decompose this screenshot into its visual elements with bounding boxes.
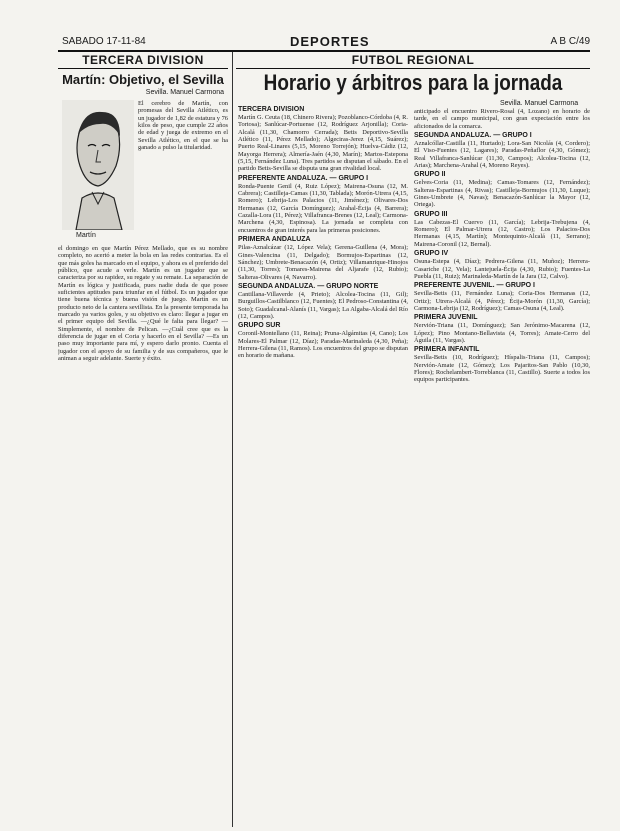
result-block-text: Coronil-Montellano (11, Reina); Pruna-Algámitas (4, Cano); Los Molares-El Palmar (12, Díaz); Paradas-Marinaleda (4,30, Peña); Herrera-Gilena (11, Ramos). Los encuentros del grupo se disputan en horario de mañana. bbox=[238, 330, 408, 360]
result-block bbox=[414, 132, 590, 169]
result-block bbox=[238, 322, 408, 359]
result-block-title: PRIMERA ANDALUZA bbox=[238, 236, 311, 244]
result-block-text: Las Cabezas-El Cuervo (11, García); Lebrija-Trebujena (4, Romero); El Palmar-Utrera (12, Castro); Los Palacios-Dos Hermanas (4,15, Martín); Montequinto-Alcalá (11, Serrano); Mairena-Coronil (12, Bernal). bbox=[414, 218, 590, 248]
result-block-text: Sevilla-Betis (10, Rodríguez); Híspalis-Triana (11, Campos); Nervión-Amate (12, Gómez); Los Pajaritos-San Pablo (10,30, Flores); Rochelambert-Torreblanca (11, Castillo). Suerte a todos los equipos participantes. bbox=[414, 354, 590, 384]
result-block-title: SEGUNDA ANDALUZA. — GRUPO I bbox=[414, 132, 532, 140]
result-block-title: PREFERENTE ANDALUZA. — GRUPO I bbox=[238, 174, 369, 182]
result-block bbox=[238, 236, 408, 281]
result-block bbox=[414, 250, 590, 280]
column-separator bbox=[232, 52, 233, 827]
left-body-text: el domingo en que Martín Pérez Mellado, que es su nombre completo, no acertó a meter la bola en las redes contrarias. Es el que más goles ha marcado en el equipo, y ahora es el preferido del público, que acude a verle. Martín es un jugador que se caracteriza por su rapidez, su regate y su remate. La separación de Martín es lógica y justificada, pues nadie duda de que posee suficientes aptitudes para triunfar en el fútbol. Es un jugador que tiene buena técnica y buena visión de juego. Martín es un producto neto de la cantera sevillista. En la presente temporada ha marcado ya varios goles, y su objetivo es claro: llegar a jugar en el primer equipo del Sevilla. —¿Qué le falta para llegar? —Simplemente, el nombre de Pelican. —¿Cuál cree que es la diferencia de jugar en el Coria y hacerlo en el Sevilla? —Es un paso muy importante para mí, y espero darlo pronto. Cuenta el jugador con el apoyo de su familia y de sus compañeros, que le animan a seguir adelante. Suerte y éxito. bbox=[58, 245, 228, 363]
portrait-photo bbox=[62, 100, 134, 230]
result-block-text: Ronda-Puente Genil (4, Ruiz López); Mairena-Osuna (12, M. Cabrera); Castilleja-Camas (11,30, Tablada); Morón-Utrera (4,15, Romero); Lebrija-Los Palacios (11, Jiménez); Olivares-Dos Hermanas (12, García Domínguez); Arahal-Écija (4, Barrera); Cazalla-Lora (11, Pérez); Villafranca-Brenes (12, Leal); Carmona-Marchena (4,30, Espinosa). La jornada se completa con encuentros de gran interés para las primeras posiciones. bbox=[238, 182, 408, 234]
result-block bbox=[414, 211, 590, 248]
header-date: SABADO 17-11-84 bbox=[62, 36, 146, 47]
result-block bbox=[414, 108, 590, 130]
right-headline: Horario y árbitros para la jornada bbox=[263, 70, 563, 95]
header-section: DEPORTES bbox=[290, 34, 370, 49]
result-block-text: Martín G. Ceuta (18, Chinero Rivera); Pozoblanco-Córdoba (4, R. Tortosa); Sanlúcar-Portuense (12, Rodríguez Arjonilla); Coria-Alcalá (11,30, Chamorro Cerrada); Betis Deportivo-Sevilla Atlético (11, Pérez Mellado); Algeciras-Jerez (4,15, Suárez); Puerto Real-Linares (5,15, Moreno Torrejón); Huelva-Cádiz (12, Mayorga Herrera); Almería-Jaén (4,30, Marín); Martos-Estepona (5,15, Fernández Luna). Tres partidos se disputan el sábado. En el partido Betis-Sevilla se disputa una gran rivalidad local. bbox=[238, 114, 408, 173]
result-block bbox=[238, 106, 408, 173]
header-paper: A B C/49 bbox=[550, 36, 590, 47]
page-header bbox=[62, 36, 590, 50]
result-block bbox=[238, 283, 408, 320]
result-block bbox=[414, 314, 590, 344]
left-byline: Sevilla. Manuel Carmona bbox=[145, 89, 224, 96]
photo-caption: Martín bbox=[76, 232, 96, 239]
result-block bbox=[238, 175, 408, 234]
right-section-header bbox=[236, 52, 590, 69]
left-article bbox=[58, 52, 228, 827]
result-block-title: PRIMERA INFANTIL bbox=[414, 346, 480, 354]
result-block-title: GRUPO SUR bbox=[238, 322, 281, 330]
result-block-title: PRIMERA JUVENIL bbox=[414, 314, 478, 322]
result-block-text: Gelves-Coria (11, Medina); Camas-Tomares (12, Fernández); Salteras-Espartinas (4, Rivas); Castilleja-Bormujos (11,30, Luque); Gines-Umbrete (4, Navas); Benacazón-Sanlúcar la Mayor (12, Ortega). bbox=[414, 179, 590, 209]
result-block-title: GRUPO II bbox=[414, 171, 446, 179]
result-block bbox=[414, 282, 590, 312]
result-block-text: Aznalcóllar-Castilla (11, Hurtado); Lora-San Nicolás (4, Cordero); El Viso-Fuentes (12, Lagares); Paradas-Peñaflor (4,30, Gómez); Real Villafranca-Sanlúcar (11,30, Campos); Alcolea-Tocina (12, Arias); Marchena-Arahal (4, Moreno Reyes). bbox=[414, 140, 590, 170]
result-block-text: Osuna-Estepa (4, Díaz); Pedrera-Gilena (11, Muñoz); Herrera-Casariche (12, Vela); Lantejuela-Écija (4,30, Rubio); Fuentes-La Puebla (11, Ruiz); Marinaleda-Martín de la Jara (12, Calvo). bbox=[414, 258, 590, 280]
result-block-text: anticipado el encuentro Rivero-Rosal (4, Lozano) en horario de tarde, en el campo municipal, con gran expectación entre los aficionados de la comarca. bbox=[414, 108, 590, 130]
result-block-title: SEGUNDA ANDALUZA. — GRUPO NORTE bbox=[238, 282, 379, 290]
result-block-title: GRUPO IV bbox=[414, 250, 449, 258]
result-block-text: Pilas-Aznalcázar (12, López Vela); Gerena-Guillena (4, Mora); Gines-Valencina (11, Delgado); Bormujos-Espartinas (12, Sánchez); Umbrete-Benacazón (4, Ortiz); Villamanrique-Hinojos (11,30, Torres); Tomares-Mairena del Aljarafe (12, Rubio); Salteras-Olivares (4, Navarro). bbox=[238, 244, 408, 281]
result-block-text: Cantillana-Villaverde (4, Prieto); Alcolea-Tocina (11, Gil); Burguillos-Castilblanco (12, Fuentes); El Pedroso-Constantina (4, Soto); Guadalcanal-Alanís (11, Vargas); La Algaba-Alcalá del Río (12, Campos). bbox=[238, 290, 408, 320]
results-column-1 bbox=[238, 104, 408, 826]
right-section-title: FUTBOL REGIONAL bbox=[236, 52, 590, 69]
left-lead-text: El cerebro de Martín, con promesas del Sevilla Atlético, es un jugador de 1,82 de estatura y 76 kilos de peso, que cumple 22 años de edad y juega de extremo en el Sevilla Atlético, en el que se ha ganado a pulso la titularidad. bbox=[138, 100, 228, 152]
result-block-text: Nervión-Triana (11, Domínguez); San Jerónimo-Macarena (12, López); Pino Montano-Bellavista (4, Torres); Amate-Cerro del Águila (11, Vargas). bbox=[414, 322, 590, 344]
result-block bbox=[414, 346, 590, 383]
left-headline: Martín: Objetivo, el Sevilla bbox=[62, 72, 224, 87]
right-byline: Sevilla. Manuel Carmona bbox=[500, 100, 579, 107]
result-block-title: PREFERENTE JUVENIL. — GRUPO I bbox=[414, 282, 535, 290]
result-block-text: Sevilla-Betis (11, Fernández Luna); Coria-Dos Hermanas (12, Ortiz); Utrera-Alcalá (4, Pérez); Écija-Morón (11,30, García); Carmona-Lebrija (12, Rodríguez); Camas-Osuna (4, Leal). bbox=[414, 290, 590, 312]
left-section-title: TERCERA DIVISION bbox=[58, 52, 228, 69]
result-block-title: GRUPO III bbox=[414, 210, 448, 218]
result-block bbox=[414, 171, 590, 208]
result-block-title: TERCERA DIVISION bbox=[238, 106, 305, 113]
results-column-2 bbox=[414, 108, 590, 826]
